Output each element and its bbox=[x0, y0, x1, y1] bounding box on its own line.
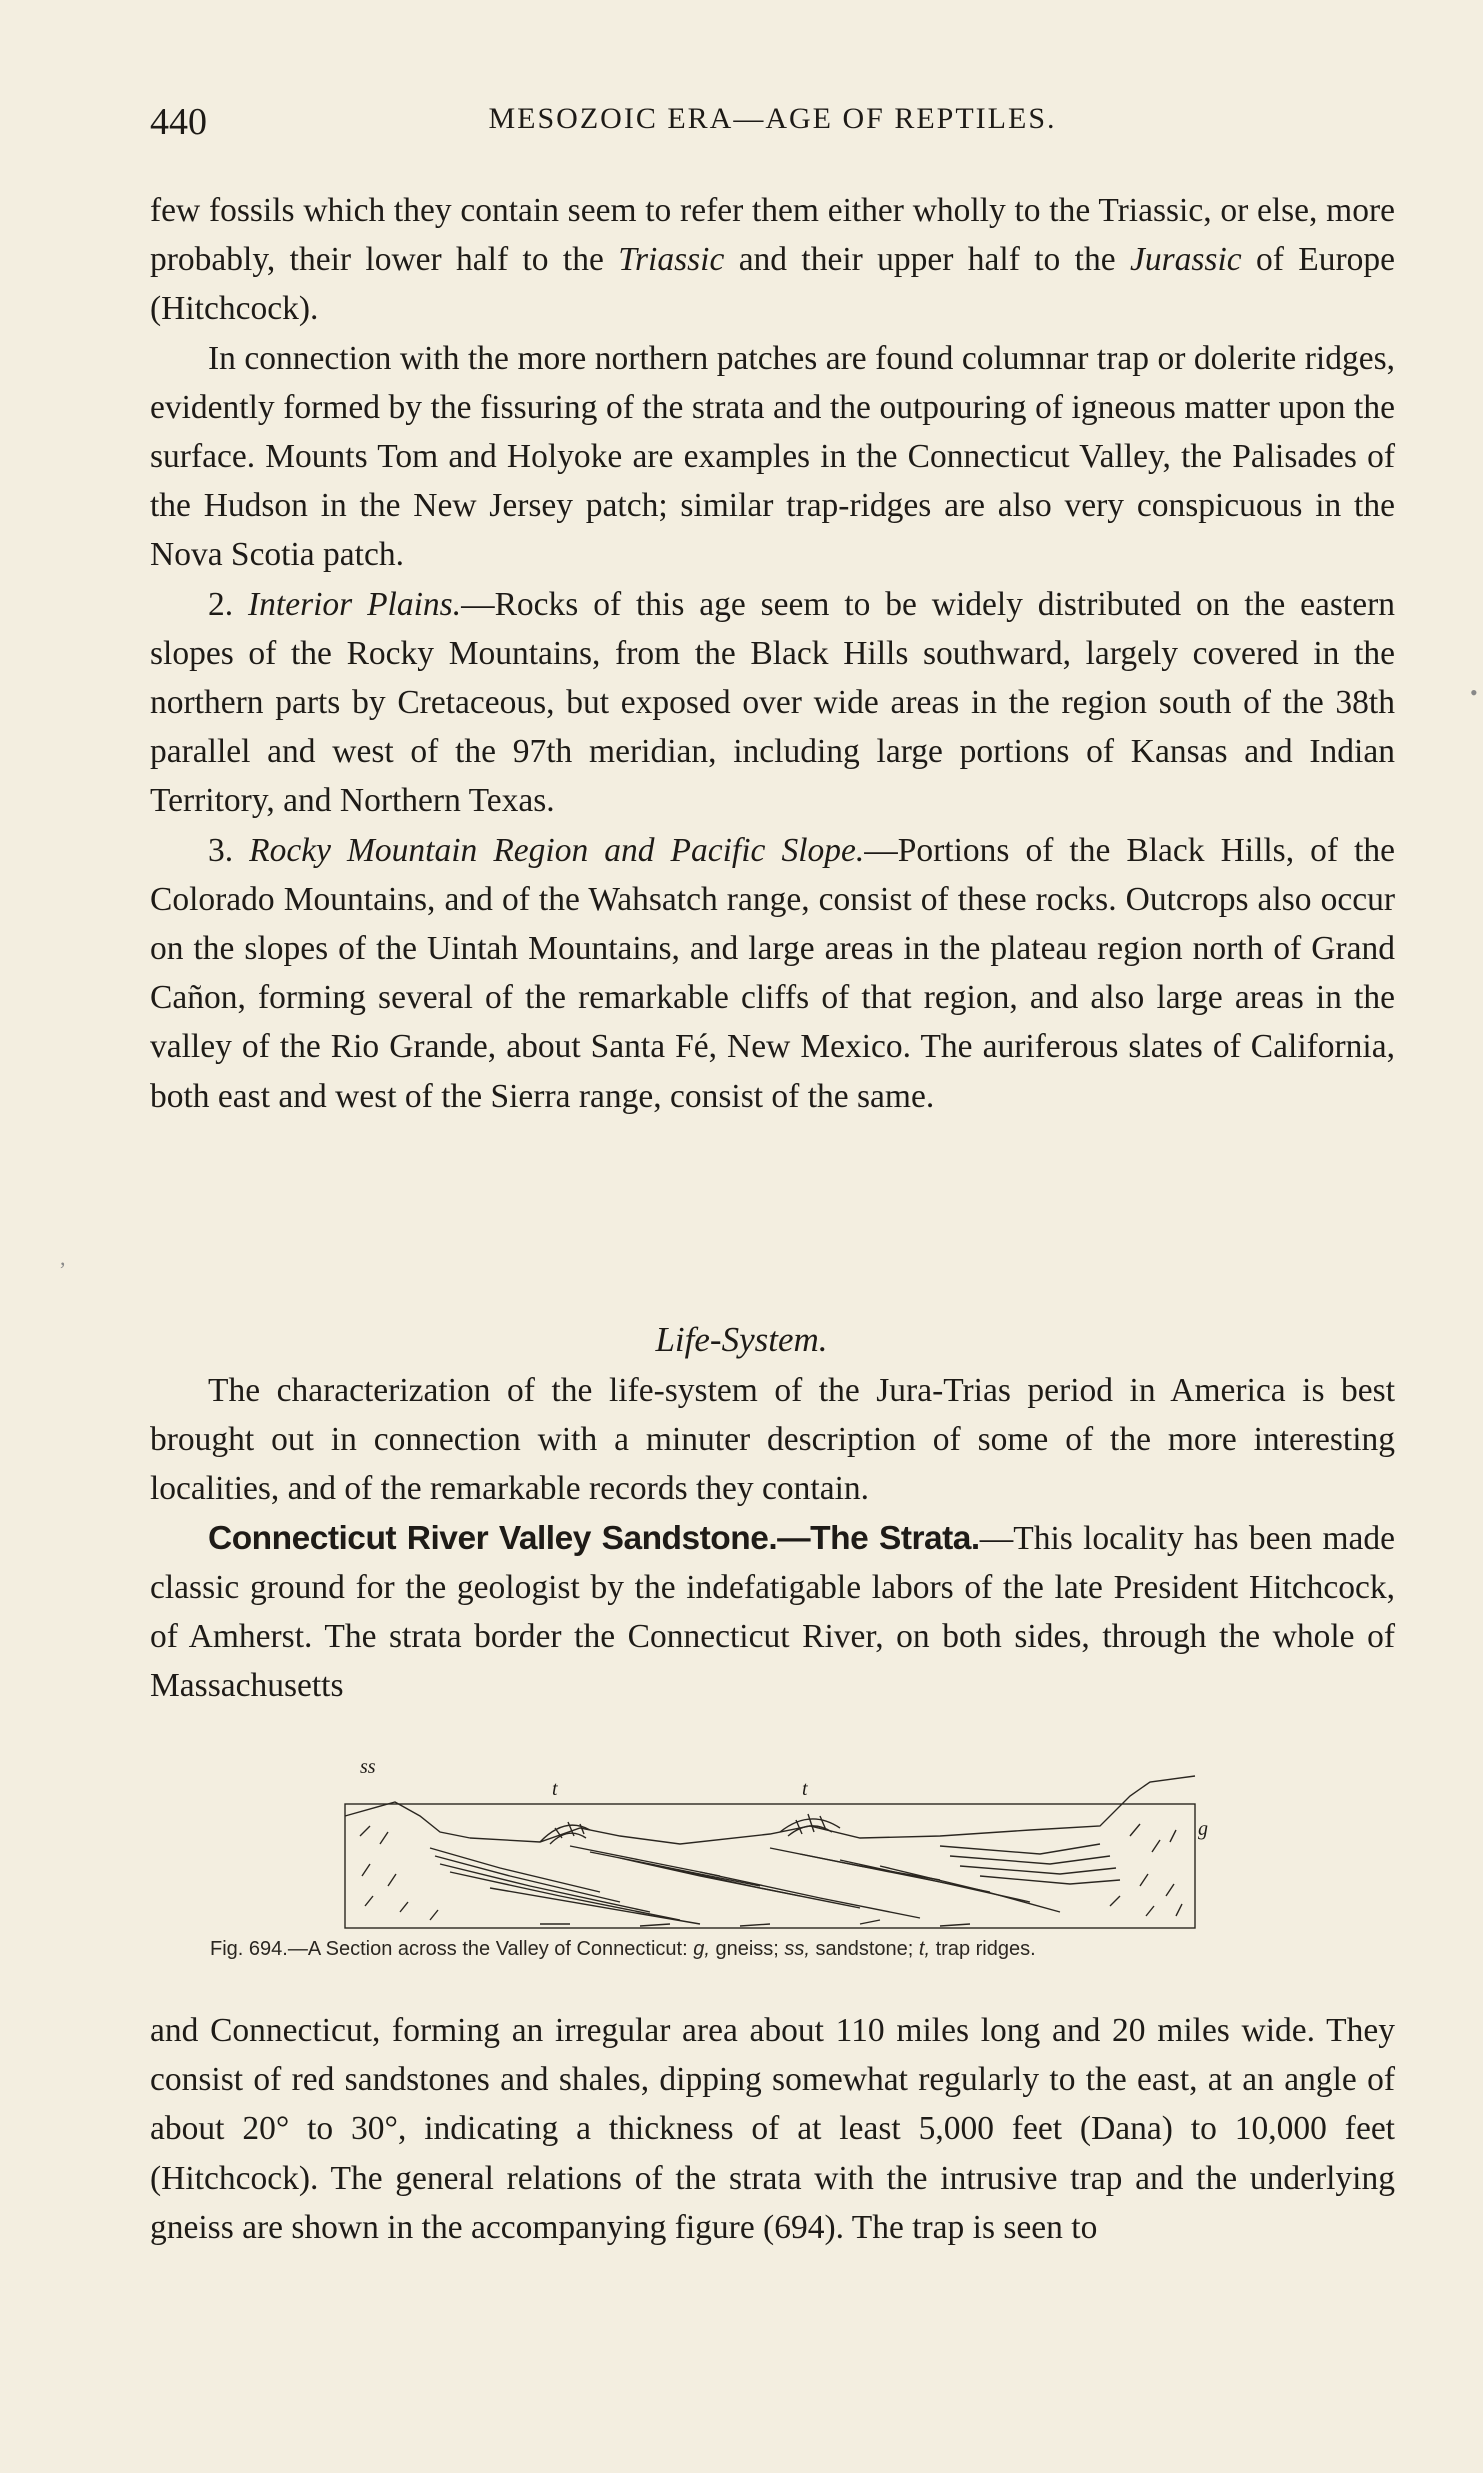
caption-key-ss: ss, bbox=[784, 1938, 810, 1960]
text-run: —Rocks of this age seem to be widely distributed on the eastern slopes of the Rocky Mountains, from the Black Hills southward, largely covered in the northern parts by Cretaceous, but exposed over wide areas in the region south of the 38th parallel and west of the 97th meridian, including large portions of Kansas and Indian Territory, and Northern Texas. bbox=[150, 585, 1395, 820]
text-run: and their upper half to the bbox=[724, 241, 1130, 279]
running-title: MESOZOIC ERA—AGE OF REPTILES. bbox=[488, 102, 1057, 135]
caption-key-g: g, bbox=[693, 1938, 710, 1960]
caption-text: Fig. 694.—A Section across the Valley of Connecticut: bbox=[210, 1938, 694, 1960]
text-block-lower bbox=[150, 2006, 1395, 2252]
paragraph-interior-plains bbox=[150, 580, 1395, 826]
caption-text: gneiss; bbox=[709, 1938, 785, 1960]
text-run: few fossils which they contain seem to refer them either wholly to the Triassic, or else, more probably, their lower half to the bbox=[150, 192, 1395, 279]
text-run: of Europe (Hitchcock). bbox=[150, 241, 1395, 328]
paragraph-trap-ridges: In connection with the more northern patches are found columnar trap or dolerite ridges, evidently formed by the fissuring of the strata and the outpouring of igneous matter upon the surface. Mounts Tom and Holyoke are examples in the Connecticut Valley, the Palisades of the Hudson in the New Jersey patch; similar trap-ridges are also very conspicuous in the Nova Scotia patch. bbox=[150, 339, 1395, 574]
text-block-middle bbox=[150, 1366, 1395, 1710]
section-heading-strata: Connecticut River Valley Sandstone.—The Strata. bbox=[208, 1519, 980, 1557]
label-g: g bbox=[1198, 1818, 1208, 1840]
italic-term-triassic: Triassic bbox=[618, 241, 725, 279]
margin-mark: • bbox=[1470, 680, 1478, 705]
label-t-left: t bbox=[552, 1778, 558, 1800]
label-t-right: t bbox=[802, 1778, 808, 1800]
paragraph-strata-continuation: and Connecticut, forming an irregular area about 110 miles long and 20 miles wide. They consist of red sandstones and shales, dipping somewhat regularly to the east, at an angle of about 20° to 30°, indicating a thickness of at least 5,000 feet (Dana) to 10,000 feet (Hitchcock). The general relations of the strata with the intrusive trap and the underlying gneiss are shown in the accompanying figure (694). The trap is seen to bbox=[150, 2012, 1395, 2246]
item-number: 2. bbox=[208, 585, 248, 623]
label-ss: ss bbox=[360, 1756, 376, 1778]
paragraph-connecticut bbox=[150, 1514, 1395, 1711]
geologic-section-diagram bbox=[340, 1756, 1220, 1936]
italic-term-jurassic: Jurassic bbox=[1129, 241, 1242, 279]
caption-text: trap ridges. bbox=[930, 1938, 1036, 1960]
figure-694 bbox=[340, 1756, 1220, 1966]
text-run: —This locality has been made classic ground for the geologist by the indefatigable labors of the late President Hitchcock, of Amherst. The strata border the Connecticut River, on both sides, through the whole of Massachusetts bbox=[150, 1519, 1395, 1705]
caption-text: sandstone; bbox=[809, 1938, 919, 1960]
figure-caption bbox=[210, 1938, 1360, 1961]
text-block-upper bbox=[150, 186, 1395, 1121]
caption-key-t: t, bbox=[918, 1938, 931, 1960]
paragraph-life-system: The characterization of the life-system of the Jura-Trias period in America is best brought out in connection with a minuter description of some of the more interesting localities, and of the remarkable records they contain. bbox=[150, 1372, 1395, 1508]
text-run: —Portions of the Black Hills, of the Colorado Mountains, and of the Wahsatch range, consist of these rocks. Outcrops also occur on the slopes of the Uintah Mountains, and large areas in the plateau region north of Grand Cañon, forming several of the remarkable cliffs of that region, and also large areas in the valley of the Rio Grande, about Santa Fé, New Mexico. The auriferous slates of California, both east and west of the Sierra range, consist of the same. bbox=[150, 831, 1396, 1115]
running-head bbox=[150, 100, 1395, 144]
paragraph-rocky-mountain bbox=[150, 826, 1395, 1121]
page-number: 440 bbox=[150, 101, 207, 143]
paragraph-continuation bbox=[150, 186, 1395, 334]
item-number: 3. bbox=[208, 831, 250, 869]
item-heading: Interior Plains. bbox=[248, 585, 462, 623]
section-heading-life-system: Life-System. bbox=[655, 1320, 828, 1359]
margin-mark: , bbox=[60, 1245, 66, 1270]
item-heading: Rocky Mountain Region and Pacific Slope. bbox=[249, 831, 865, 869]
